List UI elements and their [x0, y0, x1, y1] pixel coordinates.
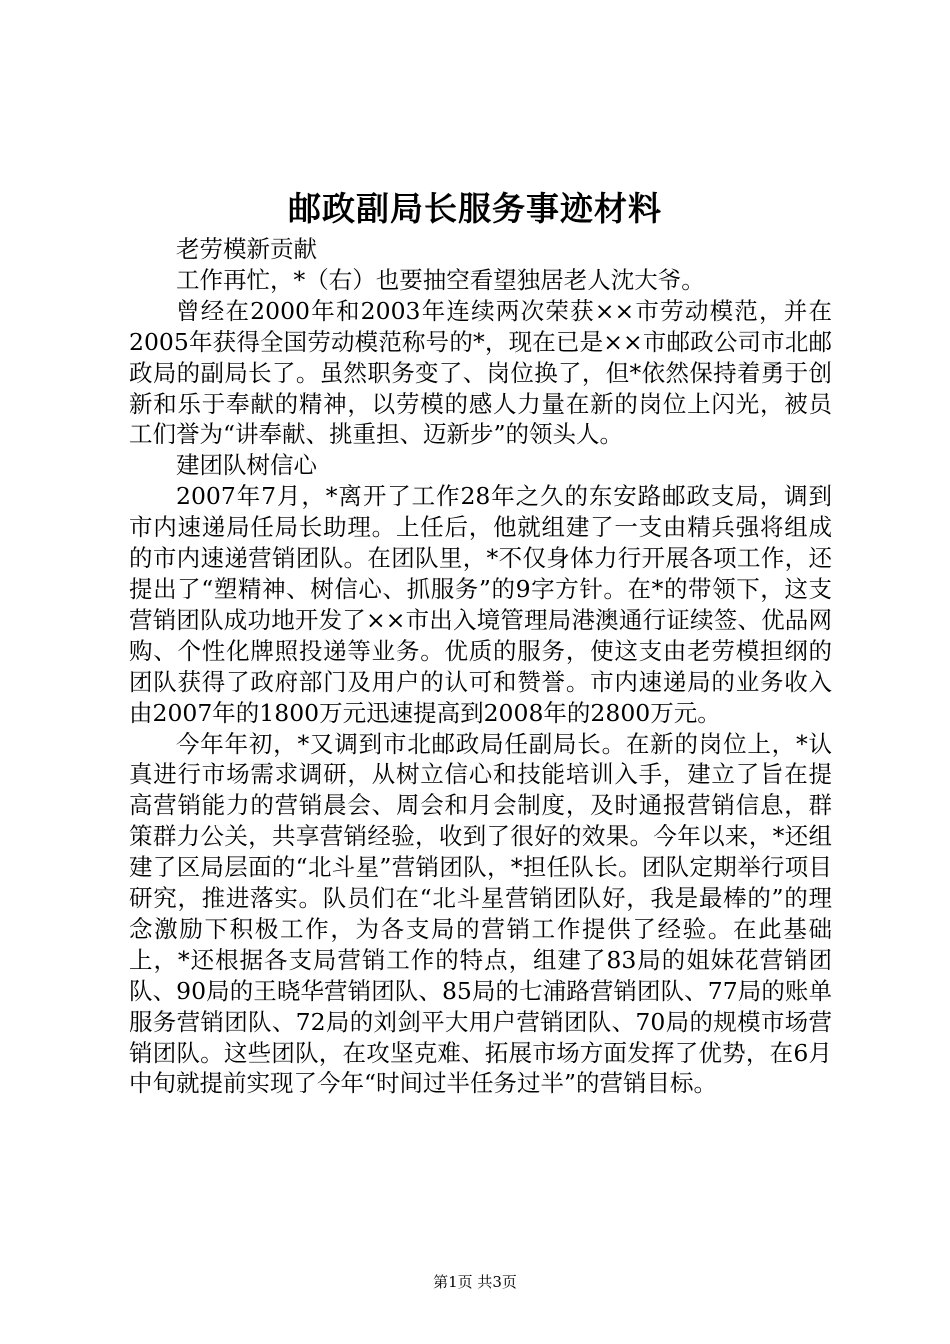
document-body	[129, 234, 832, 1099]
page-footer: 第1页 共3页	[433, 1273, 517, 1291]
section-heading: 建团队树信心	[176, 451, 317, 480]
paragraph: 工作再忙，*（右）也要抽空看望独居老人沈大爷。	[176, 265, 705, 294]
document-title: 邮政副局长服务事迹材料	[288, 189, 662, 228]
paragraph: 曾经在2000年和2003年连续两次荣获××市劳动模范，并在2005年获得全国劳动模范称号的*，现在已是××市邮政公司市北邮政局的副局长了。虽然职务变了、岗位换了，但*依然保持着勇于创新和乐于奉献的精神，以劳模的感人力量在新的岗位上闪光，被员工们誉为“讲奉献、挑重担、迈新步”的领头人。	[129, 296, 832, 449]
paragraph: 2007年7月，*离开了工作28年之久的东安路邮政支局，调到市内速递局任局长助理。上任后，他就组建了一支由精兵强将组成的市内速递营销团队。在团队里，*不仅身体力行开展各项工作，还提出了“塑精神、树信心、抓服务”的9字方针。在*的带领下，这支营销团队成功地开发了××市出入境管理局港澳通行证续签、优品网购、个性化牌照投递等业务。优质的服务，使这支由老劳模担纲的团队获得了政府部门及用户的认可和赞誉。市内速递局的业务收入由2007年的1800万元迅速提高到2008年的2800万元。	[129, 482, 832, 727]
paragraph: 今年年初，*又调到市北邮政局任副局长。在新的岗位上，*认真进行市场需求调研，从树立信心和技能培训入手，建立了旨在提高营销能力的营销晨会、周会和月会制度，及时通报营销信息，群策群力公关，共享营销经验，收到了很好的效果。今年以来，*还组建了区局层面的“北斗星”营销团队，*担任队长。团队定期举行项目研究，推进落实。队员们在“北斗星营销团队好，我是最棒的”的理念激励下积极工作，为各支局的营销工作提供了经验。在此基础上，*还根据各支局营销工作的特点，组建了83局的姐妹花营销团队、90局的王晓华营销团队、85局的七浦路营销团队、77局的账单服务营销团队、72局的刘剑平大用户营销团队、70局的规模市场营销团队。这些团队，在攻坚克难、拓展市场方面发挥了优势，在6月中旬就提前实现了今年“时间过半任务过半”的营销目标。	[129, 729, 832, 1098]
section-heading: 老劳模新贡献	[176, 235, 317, 263]
